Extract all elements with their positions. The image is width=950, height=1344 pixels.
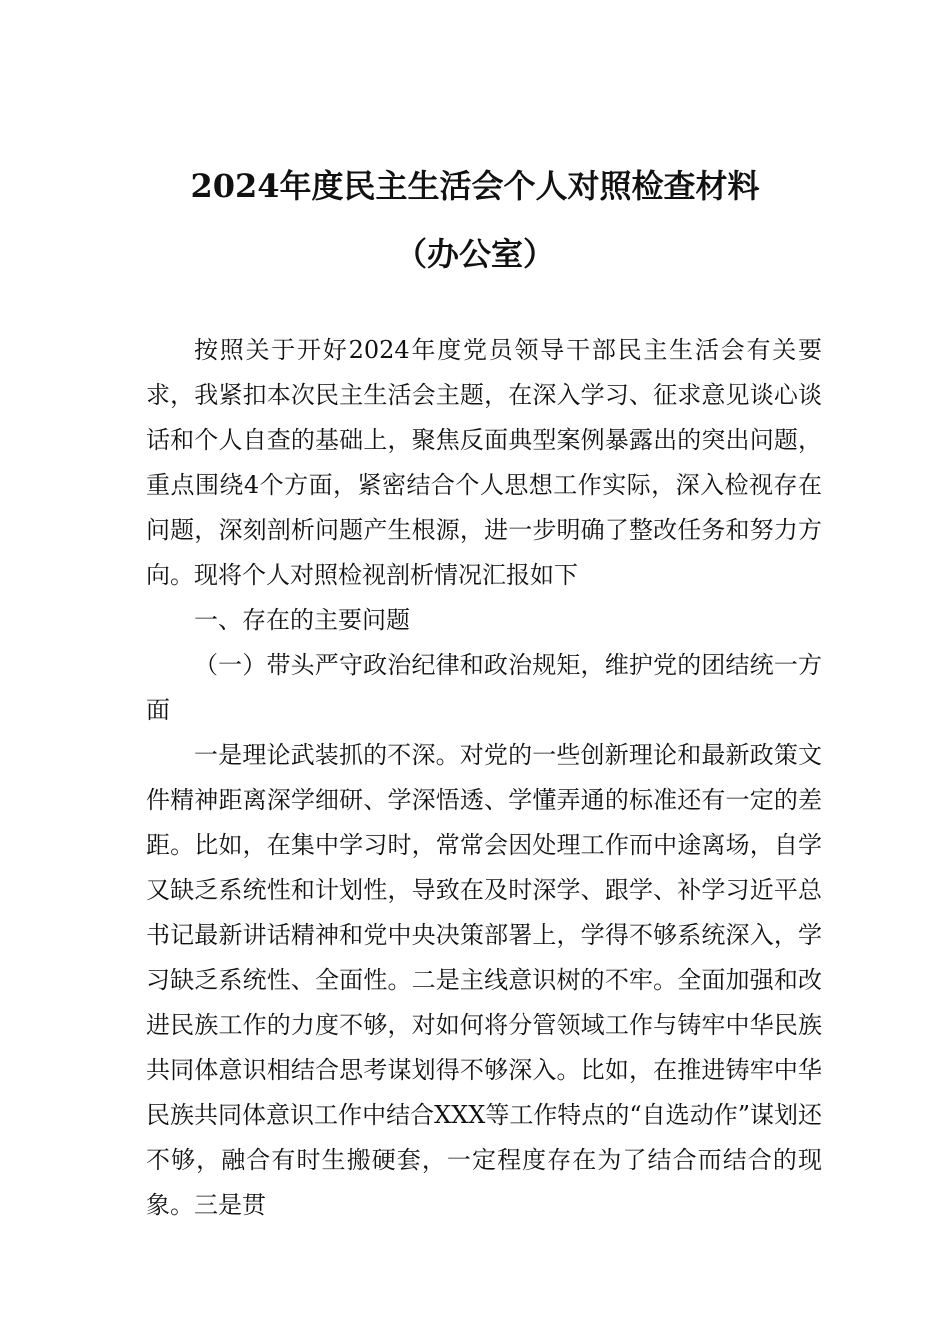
- section-heading: 一、存在的主要问题: [194, 606, 410, 634]
- body-paragraph: 一是理论武装抓的不深。对党的一些创新理论和最新政策文件精神距离深学细研、学深悟透、学懂弄通的标准还有一定的差距。比如，在集中学习时，常常会因处理工作而中途离场，自学又缺乏系统性和计划性，导致在及时深学、跟学、补学习近平总书记最新讲话精神和党中央决策部署上，学得不够系统深入，学习缺乏系统性、全面性。二是主线意识树的不牢。全面加强和改进民族工作的力度不够，对如何将分管领域工作与铸牢中华民族共同体意识相结合思考谋划得不够深入。比如，在推进铸牢中华民族共同体意识工作中结合XXX等工作特点的“自选动作”谋划还不够，融合有时生搬硬套，一定程度存在为了结合而结合的现象。三是贯: [146, 741, 822, 1219]
- document-subtitle: （办公室）: [394, 235, 555, 273]
- intro-paragraph: 按照关于开好2024年度党员领导干部民主生活会有关要求，我紧扣本次民主生活会主题，在深入学习、征求意见谈心谈话和个人自查的基础上，聚焦反面典型案例暴露出的突出问题，重点围绕4个方面，紧密结合个人思想工作实际，深入检视存在问题，深刻剖析问题产生根源，进一步明确了整改任务和努力方向。现将个人对照检视剖析情况汇报如下: [146, 336, 822, 589]
- document-body: [146, 328, 822, 1228]
- document-title: 2024年度民主生活会个人对照检查材料: [190, 167, 760, 205]
- subsection-heading: （一）带头严守政治纪律和政治规矩，维护党的团结统一方面: [146, 651, 822, 724]
